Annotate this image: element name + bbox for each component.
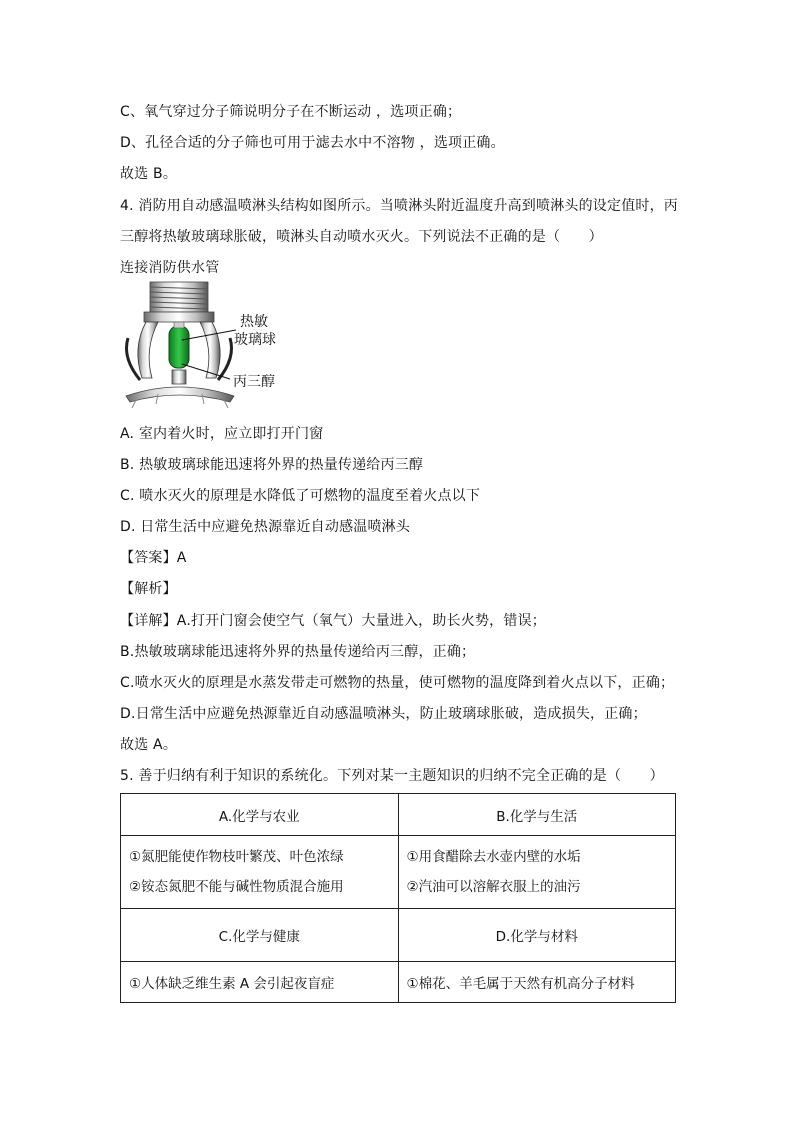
q4-option-a: A. 室内着火时，应立即打开门窗 [120,426,324,442]
answer-label: 【答案】A [120,550,187,566]
frame-arm-right [200,322,220,378]
label-propanetriol: 丙三醇 [233,374,275,390]
cell-b-title: B.化学与生活 [398,794,676,836]
table-row [121,836,676,909]
a-item-2: ②铵态氮肥不能与碱性物质混合施用 [129,879,344,895]
prev-option-c: C、氧气穿过分子筛说明分子在不断运动 ，选项正确； [120,104,462,120]
frame-arm-left [138,322,158,378]
q4-stem-line-2: 三醇将热敏玻璃球胀破，喷淋头自动喷水灭火。下列说法不正确的是（ ） [120,229,603,245]
detail-c: C.喷水灭火的原理是水蒸发带走可燃物的热量，使可燃物的温度降到着火点以下，正确； [120,675,675,691]
prev-option-d: D、孔径合适的分子筛也可用于滤去水中不溶物 ，选项正确。 [120,135,505,151]
table-row [121,909,676,962]
a-item-1: ①氮肥能使作物枝叶繁茂、叶色浓绿 [129,849,344,865]
q4-option-b: B. 热敏玻璃球能迅速将外界的热量传递给丙三醇 [120,457,424,473]
table-row [121,962,676,1003]
hex-body [144,312,214,322]
q4-answer-choice: 故选 A。 [120,737,178,753]
prev-answer-choice: 故选 B。 [120,166,178,182]
b-item-2: ②汽油可以溶解衣服上的油污 [406,879,581,895]
figure-caption: 连接消防供水管 [120,260,220,276]
glass-bulb [169,326,189,368]
deflector [126,387,234,402]
cell-b-items [398,836,676,909]
q4-option-d: D. 日常生活中应避免热源靠近自动感温喷淋头 [120,519,411,535]
cell-a-title: A.化学与农业 [121,794,399,836]
cell-c-item-1: ①人体缺乏维生素 A 会引起夜盲症 [121,962,399,1003]
detail-d: D.日常生活中应避免热源靠近自动感温喷淋头，防止玻璃球胀破，造成损失，正确； [120,706,647,722]
cell-d-title: D.化学与材料 [398,909,676,962]
q4-option-c: C. 喷水灭火的原理是水降低了可燃物的温度至着火点以下 [120,488,481,504]
cell-a-items [121,836,399,909]
cell-d-item-1: ①棉花、羊毛属于天然有机高分子材料 [398,962,676,1003]
cell-c-title: C.化学与健康 [121,909,399,962]
detail-b: B.热敏玻璃球能迅速将外界的热量传递给丙三醇，正确； [120,644,476,660]
q4-stem-line-1: 4. 消防用自动感温喷淋头结构如图所示。当喷淋头附近温度升高到喷淋头的设定值时，丙 [120,198,679,214]
detail-a: 【详解】A.打开门窗会使空气（氧气）大量进入，助长火势，错误； [120,613,546,629]
label-heat-sensitive-glass-ball-2: 玻璃球 [234,332,276,348]
analysis-label: 【解析】 [120,581,177,597]
label-heat-sensitive-glass-ball-1: 热敏 [240,314,268,330]
q5-summary-table [120,793,676,1003]
q5-stem: 5. 善于归纳有利于知识的系统化。下列对某一主题知识的归纳不完全正确的是（ ） [120,768,664,784]
table-row [121,794,676,836]
thread-part [150,282,208,312]
b-item-1: ①用食醋除去水壶内壁的水垢 [406,849,581,865]
